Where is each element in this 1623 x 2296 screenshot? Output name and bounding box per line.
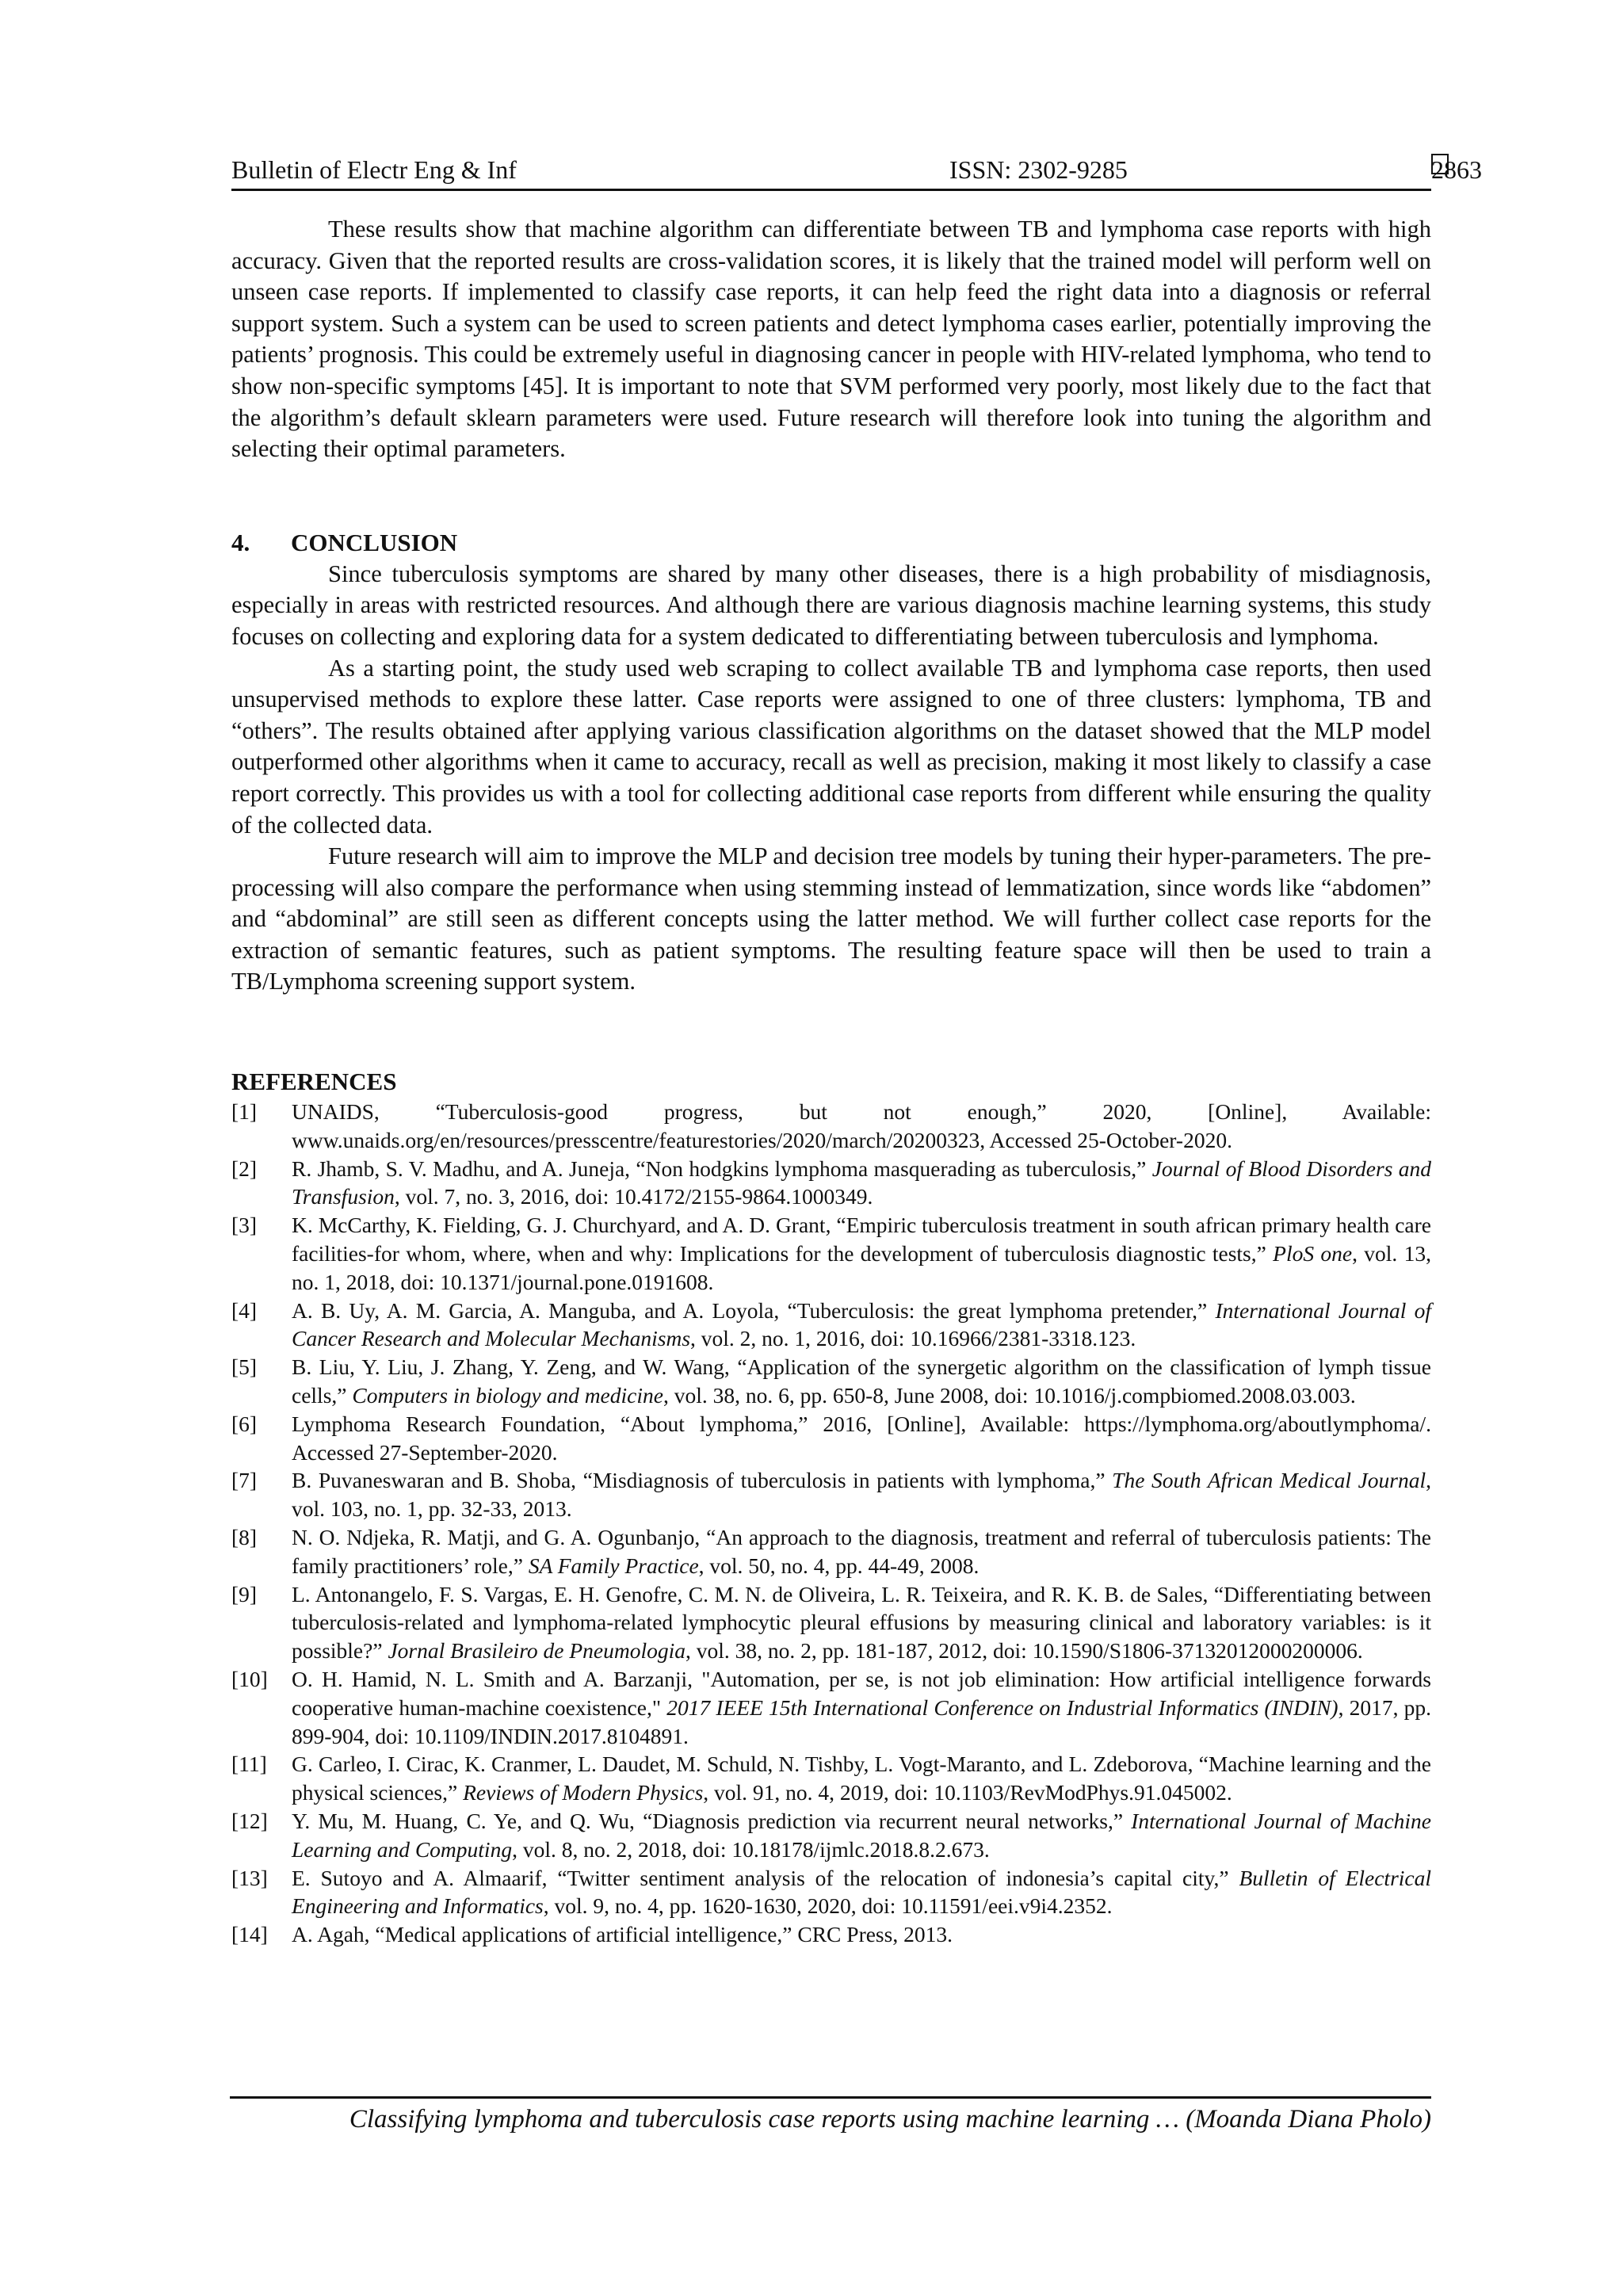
running-footer: Classifying lymphoma and tuberculosis case reports using machine learning … (Moanda Diana Pholo) xyxy=(349,2105,1431,2134)
reference-item xyxy=(231,1523,1431,1580)
reference-item xyxy=(231,1665,1431,1750)
reference-text: N. O. Ndjeka, R. Matji, and G. A. Ogunbanjo, “An approach to the diagnosis, treatment and referral of tuberculosis patients: The family practitioners’ role,” SA Family Practice, vol. 50, no. 4, pp. 44-49, 2008. xyxy=(292,1525,1431,1578)
reference-item xyxy=(231,1750,1431,1807)
page-header xyxy=(231,154,1482,191)
reference-item xyxy=(231,1155,1431,1212)
reference-number: [9] xyxy=(231,1581,258,1606)
reference-number: [7] xyxy=(231,1468,258,1493)
reference-number: [2] xyxy=(231,1156,258,1181)
reference-text: Lymphoma Research Foundation, “About lymphoma,” 2016, [Online], Available: https://lymphoma.org/aboutlymphoma/. Accessed 27-September-2020. xyxy=(292,1411,1431,1465)
reference-item xyxy=(231,1807,1431,1864)
reference-item xyxy=(231,1098,1431,1155)
reference-text: E. Sutoyo and A. Almaarif, “Twitter sentiment analysis of the relocation of indonesia’s capital city,” Bulletin of Electrical Engineering and Informatics, vol. 9, no. 4, pp. 1620-1630, 2020, doi: 10.11591/eei.v9i4.2352. xyxy=(292,1865,1432,1919)
body-paragraph: Future research will aim to improve the MLP and decision tree models by tuning their hyper-parameters. The pre-processing will also compare the performance when using stemming instead of lemmatization, since words like “abdomen” and “abdominal” are still seen as different concepts using the latter method. We will further collect case reports for the extraction of semantic features, such as patient symptoms. The resulting feature space will then be used to train a TB/Lymphoma screening support system. xyxy=(231,842,1431,995)
reference-text: L. Antonangelo, F. S. Vargas, E. H. Genofre, C. M. N. de Oliveira, L. R. Teixeira, and R. K. B. de Sales, “Differentiating between tuberculosis-related and lymphoma-related lymphocytic pleural effusions by measuring clinical and laboratory variables: is it possible?” Jornal Brasileiro de Pneumologia, vol. 38, no. 2, pp. 181-187, 2012, doi: 10.1590/S1806-37132012000200006. xyxy=(292,1581,1431,1664)
reference-number: [13] xyxy=(231,1865,268,1890)
page-number: 2863 xyxy=(1431,155,1482,184)
body-paragraph: As a starting point, the study used web scraping to collect available TB and lymphoma case reports, then used unsupervised methods to explore these latter. Case reports were assigned to one of three clusters: lymphoma, TB and “others”. The results obtained after applying various classification algorithms on the dataset showed that the MLP model outperformed other algorithms when it came to accuracy, recall as well as precision, making it most likely to classify a case report correctly. This provides us with a tool for collecting additional case reports from different while ensuring the quality of the collected data. xyxy=(231,654,1431,839)
journal-name: Bulletin of Electr Eng & Inf xyxy=(231,155,517,184)
reference-text: B. Liu, Y. Liu, J. Zhang, Y. Zeng, and W. Wang, “Application of the synergetic algorithm on the classification of lymph tissue cells,” Computers in biology and medicine, vol. 38, no. 6, pp. 650-8, June 2008, doi: 10.1016/j.compbiomed.2008.03.003. xyxy=(292,1354,1431,1408)
reference-text: UNAIDS, “Tuberculosis-good progress, but not enough,” 2020, [Online], Available: www.unaids.org/en/resources/presscentre/featurestories/2020/march/20200323, Accessed 25-October-2020. xyxy=(292,1099,1431,1152)
reference-text: A. Agah, “Medical applications of artificial intelligence,” CRC Press, 2013. xyxy=(292,1922,953,1947)
section-number: 4. xyxy=(231,528,250,556)
reference-text: G. Carleo, I. Cirac, K. Cranmer, L. Daudet, M. Schuld, N. Tishby, L. Vogt-Maranto, and L. Zdeborova, “Machine learning and the physical sciences,” Reviews of Modern Physics, vol. 91, no. 4, 2019, doi: 10.1103/RevModPhys.91.045002. xyxy=(292,1752,1431,1805)
reference-text: K. McCarthy, K. Fielding, G. J. Churchyard, and A. D. Grant, “Empiric tuberculosis treatment in south african primary health care facilities-for whom, where, when and why: Implications for the development of tuberculosis diagnostic tests,” PloS one, vol. 13, no. 1, 2018, doi: 10.1371/journal.pone.0191608. xyxy=(292,1213,1431,1294)
body-paragraph: Since tuberculosis symptoms are shared by many other diseases, there is a high probability of misdiagnosis, especially in areas with restricted resources. And although there are various diagnosis machine learning systems, this study focuses on collecting and exploring data for a system dedicated to differentiating between tuberculosis and lymphoma. xyxy=(231,560,1431,650)
reference-item xyxy=(231,1466,1431,1523)
reference-item xyxy=(231,1410,1431,1467)
reference-text: A. B. Uy, A. M. Garcia, A. Manguba, and A. Loyola, “Tuberculosis: the great lymphoma pretender,” International Journal of Cancer Research and Molecular Mechanisms, vol. 2, no. 1, 2016, doi: 10.16966/2381-3318.123. xyxy=(292,1297,1431,1351)
reference-number: [4] xyxy=(231,1297,258,1323)
reference-text: O. H. Hamid, N. L. Smith and A. Barzanji, "Automation, per se, is not job elimination: How artificial intelligence forwards cooperative human-machine coexistence," 2017 IEEE 15th International Conference on Industrial Informatics (INDIN), 2017, pp. 899-904, doi: 10.1109/INDIN.2017.8104891. xyxy=(292,1667,1431,1748)
reference-item xyxy=(231,1920,1431,1949)
reference-number: [12] xyxy=(231,1808,268,1833)
reference-item xyxy=(231,1580,1431,1665)
reference-item xyxy=(231,1211,1431,1296)
reference-text: R. Jhamb, S. V. Madhu, and A. Juneja, “Non hodgkins lymphoma masquerading as tuberculosis,” Journal of Blood Disorders and Transfusion, vol. 7, no. 3, 2016, doi: 10.4172/2155-9864.1000349. xyxy=(292,1156,1432,1209)
reference-number: [11] xyxy=(231,1752,267,1777)
reference-item xyxy=(231,1353,1431,1410)
issn: ISSN: 2302-9285 xyxy=(949,155,1128,184)
reference-text: B. Puvaneswaran and B. Shoba, “Misdiagnosis of tuberculosis in patients with lymphoma,” The South African Medical Journal, vol. 103, no. 1, pp. 32-33, 2013. xyxy=(292,1468,1432,1522)
body-paragraph: These results show that machine algorithm can differentiate between TB and lymphoma case reports with high accuracy. Given that the reported results are cross-validation scores, it is likely that the trained model will perform well on unseen case reports. If implemented to classify case reports, it can help feed the right data into a diagnosis or referral support system. Such a system can be used to screen patients and detect lymphoma cases earlier, potentially improving the patients’ prognosis. This could be extremely useful in diagnosing cancer in people with HIV-related lymphoma, who tend to show non-specific symptoms [45]. It is important to note that SVM performed very poorly, most likely due to the fact that the algorithm’s default sklearn parameters were used. Future research will therefore look into tuning the algorithm and selecting their optimal parameters. xyxy=(231,216,1431,463)
section-heading xyxy=(231,527,1431,559)
references-heading: REFERENCES xyxy=(231,1068,397,1096)
footer-rule xyxy=(230,2096,1431,2099)
reference-number: [1] xyxy=(231,1099,258,1125)
reference-item xyxy=(231,1864,1431,1921)
reference-text: Y. Mu, M. Huang, C. Ye, and Q. Wu, “Diagnosis prediction via recurrent neural networks,” International Journal of Machine Learning and Computing, vol. 8, no. 2, 2018, doi: 10.18178/ijmlc.2018.8.2.673. xyxy=(292,1808,1431,1862)
reference-number: [8] xyxy=(231,1525,258,1550)
reference-number: [5] xyxy=(231,1354,258,1380)
reference-item xyxy=(231,1297,1431,1354)
main-content xyxy=(231,214,1431,1949)
section-title: CONCLUSION xyxy=(291,528,458,556)
reference-number: [14] xyxy=(231,1922,268,1947)
reference-number: [6] xyxy=(231,1411,258,1436)
reference-list xyxy=(231,1098,1431,1949)
reference-number: [10] xyxy=(231,1667,268,1691)
reference-number: [3] xyxy=(231,1213,258,1238)
